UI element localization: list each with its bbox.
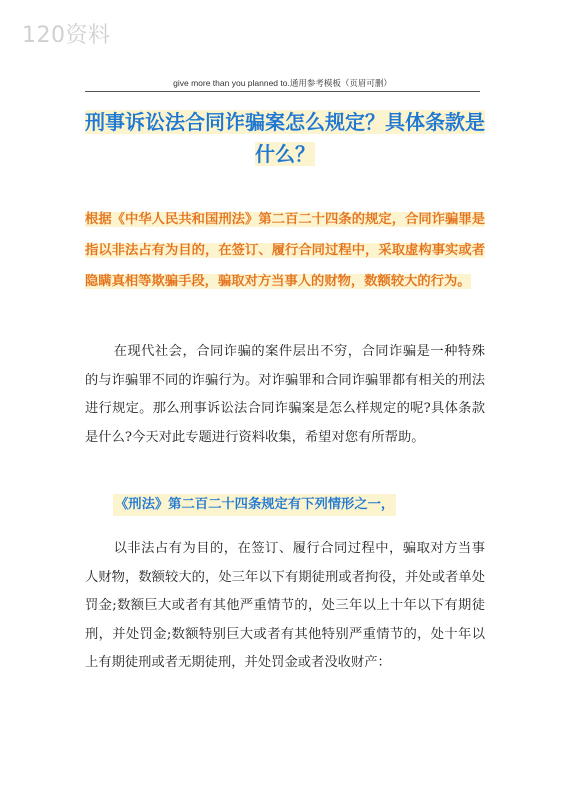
- watermark-logo: 120资料: [22, 23, 111, 48]
- header-chinese: 通用参考模板（页眉可删）: [289, 79, 392, 89]
- body-paragraph-1: 在现代社会，合同诈骗的案件层出不穷，合同诈骗是一种特殊的与诈骗罪不同的诈骗行为。对诈骗罪和合同诈骗罪都有相关的刑法进行规定。那么刑事诉讼法合同诈骗案是怎么样规定的呢?具体条款是什么?今天对此专题进行资料收集，希望对您有所帮助。: [85, 344, 485, 445]
- header-english: give more than you planned to.: [173, 78, 290, 88]
- highlighted-intro: [85, 204, 485, 297]
- title-text: 刑事诉讼法合同诈骗案怎么规定？具体条款是什么？: [85, 110, 485, 166]
- intro-text: 根据《中华人民共和国刑法》第二百二十四条的规定，合同诈骗罪是指以非法占有为目的，在签订、履行合同过程中，采取虚构事实或者隐瞒真相等欺骗手段，骗取对方当事人的财物，数额较大的行为。: [85, 212, 485, 289]
- page-header: [0, 77, 565, 89]
- document-title: [80, 106, 490, 170]
- section-subheading: 《刑法》第二百二十四条规定有下列情形之一，: [113, 494, 396, 516]
- header-divider: [85, 91, 480, 92]
- body-paragraph-2: 以非法占有为目的，在签订、履行合同过程中，骗取对方当事人财物，数额较大的，处三年以下有期徒刑或者拘役，并处或者单处罚金;数额巨大或者有其他严重情节的，处三年以上十年以下有期徒刑，并处罚金;数额特别巨大或者有其他特别严重情节的，处十年以上有期徒刑或者无期徒刑，并处罚金或者没收财产：: [85, 541, 485, 670]
